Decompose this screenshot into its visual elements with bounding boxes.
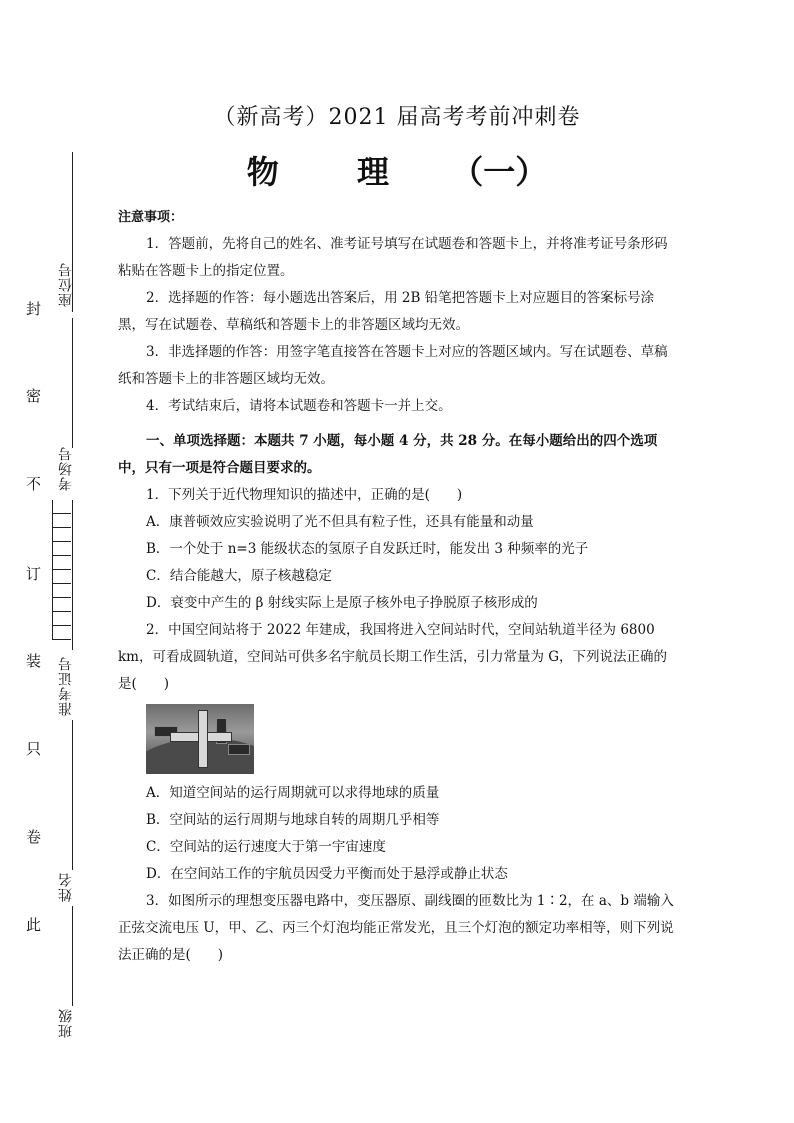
field-admission-number: 准考证号 <box>58 656 74 716</box>
q2-option-d: D．在空间站工作的宇航员因受力平衡而处于悬浮或静止状态 <box>146 866 508 882</box>
q2-option-a: A．知道空间站的运行周期就可以求得地球的质量 <box>146 785 440 801</box>
exam-content <box>118 204 680 969</box>
q2-stem: 2．中国空间站将于 2022 年建成，我国将进入空间站时代，空间站轨道半径为 6800 km，可看成圆轨道，空间站可供多名宇航员长期工作生活，引力常量为 G，下列说法正确的是( ) <box>118 622 668 692</box>
q1-stem: 1．下列关于近代物理知识的描述中，正确的是( ) <box>146 487 463 503</box>
q3-stem: 3．如图所示的理想变压器电路中，变压器原、副线圈的匝数比为 1∶2，在 a、b 端输入正弦交流电压 U，甲、乙、丙三个灯泡均能正常发光，且三个灯泡的额定功率相等，则下列说法正确的是( ) <box>118 893 674 963</box>
seal-char-7: 卷 <box>26 828 42 846</box>
exam-title: （新高考）2021 届高考考前冲刺卷 <box>213 105 581 130</box>
subject-char-1: 物 <box>246 153 279 191</box>
seal-char-1: 封 <box>26 300 42 318</box>
q2-option-b: B．空间站的运行周期与地球自转的周期几乎相等 <box>146 812 440 828</box>
field-seat-number: 座位号 <box>58 262 74 307</box>
binding-line-4 <box>72 720 73 870</box>
binding-line-2 <box>72 318 73 448</box>
subject-title <box>0 147 794 193</box>
subject-char-3: （一） <box>451 153 548 191</box>
seal-char-2: 密 <box>26 387 42 405</box>
notice-item-2: 2．选择题的作答：每小题选出答案后，用 2B 铅笔把答题卡上对应题目的答案标号涂黑，写在试题卷、草稿纸和答题卡上的非答题区域均无效。 <box>118 290 655 333</box>
field-exam-room: 考场号 <box>58 446 74 491</box>
section-heading: 一、单项选择题：本题共 7 小题，每小题 4 分，共 28 分。在每小题给出的四个选项中，只有一项是符合题目要求的。 <box>118 433 658 476</box>
q1-option-a: A．康普顿效应实验说明了光不但具有粒子性，还具有能量和动量 <box>146 514 534 530</box>
notice-item-4: 4．考试结束后，请将本试题卷和答题卡一并上交。 <box>146 398 452 414</box>
seal-char-4: 订 <box>26 565 42 583</box>
q1-option-d: D．衰变中产生的 β 射线实际上是原子核外电子挣脱原子核形成的 <box>146 595 538 611</box>
binding-line-3 <box>72 500 73 650</box>
subject-char-2: 理 <box>356 153 389 191</box>
notice-item-3: 3．非选择题的作答：用签字笔直接答在答题卡上对应的答题区域内。写在试题卷、草稿纸和答题卡上的非答题区域均无效。 <box>118 344 668 387</box>
q2-option-c: C．空间站的运行速度大于第一宇宙速度 <box>146 839 386 855</box>
seal-char-5: 装 <box>26 652 42 670</box>
notice-title: 注意事项： <box>118 210 184 225</box>
q1-option-c: C．结合能越大，原子核越稳定 <box>146 568 332 584</box>
notice-item-1: 1．答题前，先将自己的姓名、准考证号填写在试题卷和答题卡上，并将准考证号条形码粘贴在答题卡上的指定位置。 <box>118 236 668 279</box>
field-class: 班级 <box>58 1008 74 1038</box>
space-station-image <box>146 704 254 774</box>
q1-option-b: B．一个处于 n=3 能级状态的氢原子自发跃迁时，能发出 3 种频率的光子 <box>146 541 589 557</box>
seal-char-3: 不 <box>26 475 42 493</box>
binding-line-5 <box>72 906 73 1006</box>
number-grid <box>52 500 71 640</box>
seal-char-8: 此 <box>26 916 42 934</box>
seal-char-6: 只 <box>26 740 42 758</box>
field-name: 姓名 <box>58 872 74 902</box>
